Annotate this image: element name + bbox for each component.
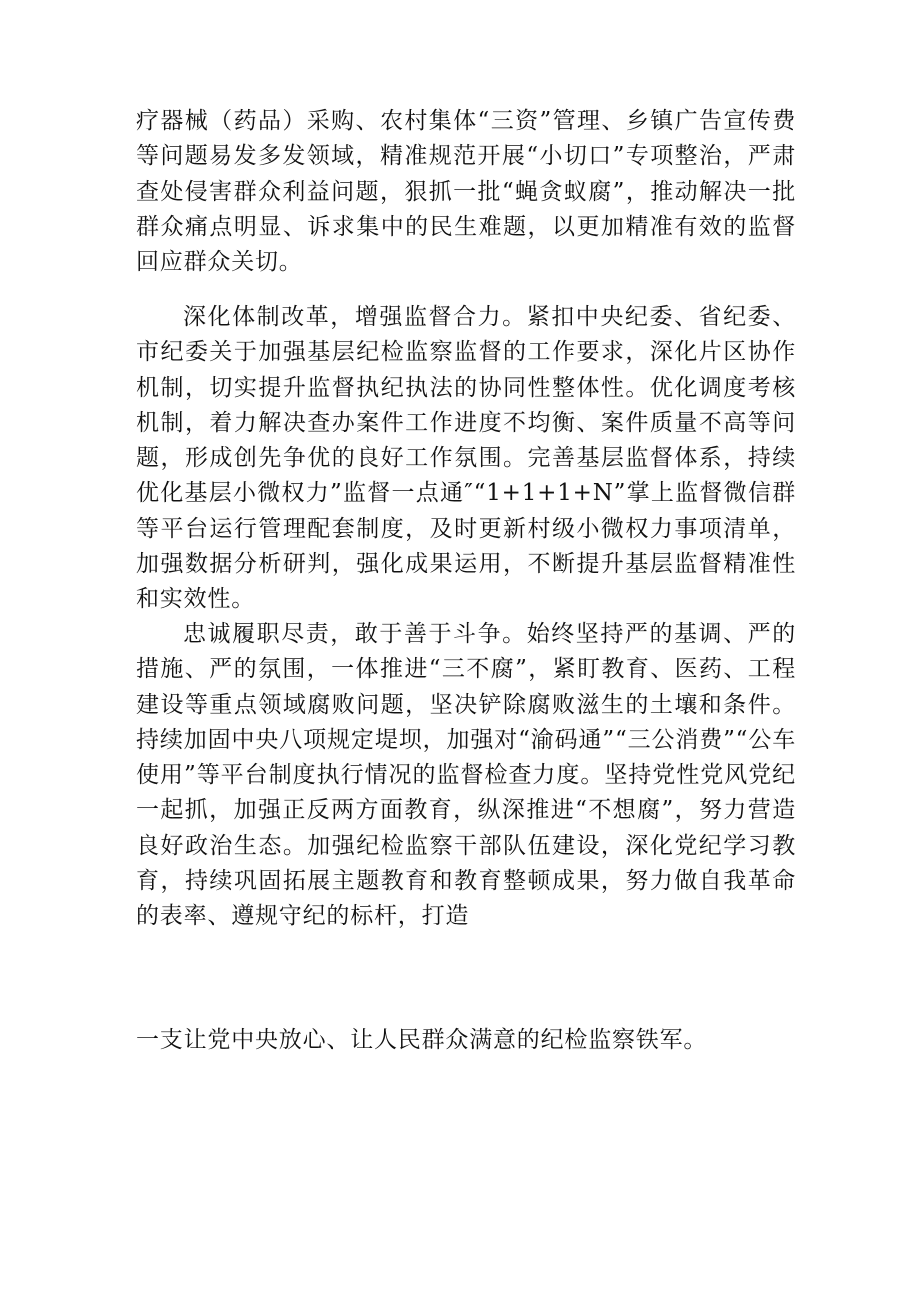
paragraph-continuation: 疗器械（药品）采购、农村集体“三资”管理、乡镇广告宣传费等问题易发多发领域，精准规范开展“小切口”专项整治，严肃查处侵害群众利益问题，狠抓一批“蝇贪蚁腐”，推动解决一批群众痛点明显、诉求集中的民生难题，以更加精准有效的监督回应群众关切。 xyxy=(136,108,796,276)
paragraph-institutional-reform: 深化体制改革，增强监督合力。紧扣中央纪委、省纪委、市纪委关于加强基层纪检监察监督的工作要求，深化片区协作机制，切实提升监督执纪执法的协同性整体性。优化调度考核机制，着力解决查办案件工作进度不均衡、案件质量不高等问题，形成创先争优的良好工作氛围。完善基层监督体系，持续优化基层小微权力”监督一点通″“1+1+1+N”掌上监督微信群等平台运行管理配套制度，及时更新村级小微权力事项清单，加强数据分析研判，强化成果运用，不断提升基层监督精准性和实效性。 xyxy=(136,304,796,613)
paragraph-duty-and-struggle: 忠诚履职尽责，敢于善于斗争。始终坚持严的基调、严的措施、严的氛围，一体推进“三不腐”，紧盯教育、医药、工程建设等重点领域腐败问题，坚决铲除腐败滋生的土壤和条件。持续加固中央八项规定堤坝，加强对“渝码通”“三公消费”“公车使用”等平台制度执行情况的监督检查力度。坚持党性党风党纪一起抓，加强正反两方面教育，纵深推进“不想腐”，努力营造良好政治生态。加强纪检监察干部队伍建设，深化党纪学习教育，持续巩固拓展主题教育和教育整顿成果，努力做自我革命的表率、遵规守纪的标杆，打造 xyxy=(136,621,796,930)
paragraph-closing-line: 一支让党中央放心、让人民群众满意的纪检监察铁军。 xyxy=(136,1027,708,1053)
